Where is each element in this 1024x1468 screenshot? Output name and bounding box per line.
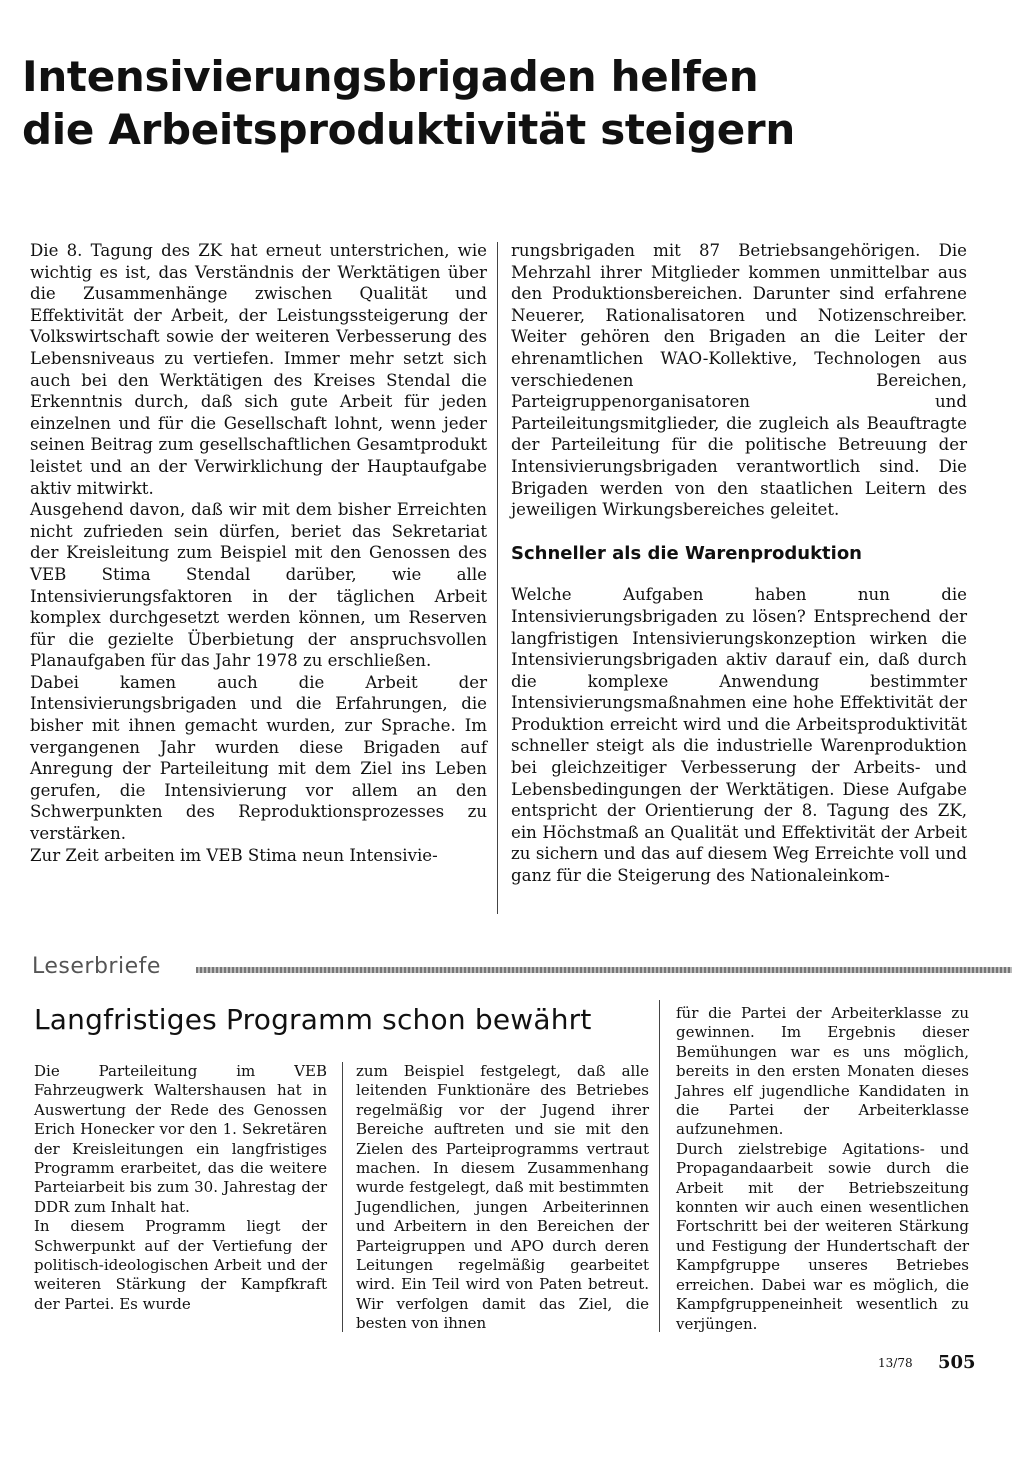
- paragraph: Dabei kamen auch die Arbeit der Intensivierungsbrigaden und die Erfahrungen, die bisher mit ihnen gemacht wurden, zur Sprache. Im vergangenen Jahr wurden diese Brigaden auf Anregung der Parteileitung mit dem Ziel ins Leben gerufen, die Intensivierung vor allem an den Schwerpunkten des Reproduktionsprozesses zu verstärken.: [30, 672, 487, 844]
- article2-column-1: [34, 1062, 327, 1314]
- paragraph: Die Parteileitung im VEB Fahrzeugwerk Waltershausen hat in Auswertung der Rede des Genossen Erich Honecker vor den 1. Sekretären der Kreisleitungen ein langfristiges Programm erarbeitet, das die weitere Parteiarbeit bis zum 30. Jahrestag der DDR zum Inhalt hat.: [34, 1062, 327, 1216]
- paragraph: Die 8. Tagung des ZK hat erneut unterstrichen, wie wichtig es ist, das Verständnis der Werktätigen über die Zusammenhänge zwischen Qualität und Effektivität der Arbeit, der Leistungssteigerung der Volkswirtschaft sowie der weiteren Verbesserung des Lebensniveaus zu vertiefen. Immer mehr setzt sich auch bei den Werktätigen des Kreises Stendal die Erkenntnis durch, daß sich gute Arbeit für jeden einzelnen und für die Gesellschaft lohnt, wenn jeder seinen Beitrag zum gesellschaftlichen Gesamtprodukt leistet und an der Verwirklichung der Hauptaufgabe aktiv mitwirkt.: [30, 241, 487, 498]
- article2-title: Langfristiges Programm schon bewährt: [34, 1003, 592, 1036]
- paragraph: für die Partei der Arbeiterklasse zu gewinnen. Im Ergebnis dieser Bemühungen war es uns möglich, bereits in den ersten Monaten dieses Jahres elf jugendliche Kandidaten in die Partei der Arbeiterklasse aufzunehmen.: [676, 1004, 969, 1139]
- paragraph: In diesem Programm liegt der Schwerpunkt auf der Vertiefung der politisch-ideologischen Arbeit und der weiteren Stärkung der Kampfkraft der Partei. Es wurde: [34, 1217, 327, 1313]
- paragraph: Ausgehend davon, daß wir mit dem bisher Erreichten nicht zufrieden sein dürfen, beriet das Sekretariat der Kreisleitung zum Beispiel mit den Genossen des VEB Stima Stendal darüber, wie alle Intensivierungsfaktoren in der täglichen Arbeit komplex durchgesetzt werden können, um Reserven für die gezielte Überbietung der anspruchsvollen Planaufgaben für das Jahr 1978 zu erschließen.: [30, 500, 487, 671]
- paragraph: rungsbrigaden mit 87 Betriebsangehörigen. Die Mehrzahl ihrer Mitglieder kommen unmittelbar aus den Produktionsbereichen. Darunter sind erfahrene Neuerer, Rationalisatoren und Notizenschreiber. Weiter gehören den Brigaden an die Leiter der ehrenamtlichen WAO-Kollektive, Technologen aus verschiedenen Bereichen, Parteigruppenorganisatoren und Parteileitungsmitglieder, die zugleich als Beauftragte der Parteileitung für die politische Betreuung der Intensivierungsbrigaden verantwortlich sind. Die Brigaden werden von den staatlichen Leitern des jeweiligen Wirkungsbereiches geleitet.: [511, 241, 967, 520]
- subheading: Schneller als die Warenproduktion: [511, 542, 862, 564]
- issue-number: 13/78: [878, 1356, 913, 1370]
- paragraph: Welche Aufgaben haben nun die Intensivierungsbrigaden zu lösen? Entsprechend der langfristigen Intensivierungskonzeption wirken die Intensivierungsbrigaden aktiv darauf ein, daß durch die komplexe Anwendung bestimmter Intensivierungsmaßnahmen eine hohe Effektivität der Produktion erreicht wird und die Arbeitsproduktivität schneller steigt als die industrielle Warenproduktion bei gleichzeitiger Verbesserung der Arbeits- und Lebensbedingungen der Werktätigen. Diese Aufgabe entspricht der Orientierung der 8. Tagung des ZK, ein Höchstmaß an Qualität und Effektivität der Arbeit zu sichern und das auf diesem Weg Erreichte voll und ganz für die Steigerung des Nationaleinkom-: [511, 585, 967, 886]
- article2-column-2: [356, 1062, 649, 1334]
- section-label: Leserbriefe: [32, 954, 161, 979]
- column-divider: [659, 1000, 660, 1332]
- page-number: 505: [938, 1352, 976, 1373]
- headline-line-2: die Arbeitsproduktivität steigern: [22, 105, 795, 154]
- paragraph: Zur Zeit arbeiten im VEB Stima neun Intensivie-: [30, 845, 438, 865]
- paragraph: zum Beispiel festgelegt, daß alle leitenden Funktionäre des Betriebes regelmäßig vor der Jugend ihrer Bereiche auftreten und sie mit den Zielen des Parteiprogramms vertraut machen. In diesem Zusammenhang wurde festgelegt, daß mit bestimmten Jugendlichen, jungen Arbeiterinnen und Arbeitern in den Bereichen der Parteigruppen und APO durch deren Leitungen regelmäßig gearbeitet wird. Ein Teil wird von Paten betreut. Wir verfolgen damit das Ziel, die besten von ihnen: [356, 1062, 649, 1333]
- article1-left-column: [30, 240, 487, 866]
- column-divider: [342, 1062, 343, 1332]
- paragraph: Durch zielstrebige Agitations- und Propagandaarbeit sowie durch die Arbeit mit der Betriebszeitung konnten wir auch einen wesentlichen Fortschritt bei der weiteren Stärkung und Festigung der Hundertschaft der Kampfgruppe unseres Betriebes erreichen. Dabei war es möglich, die Kampfgruppeneinheit wesentlich zu verjüngen.: [676, 1139, 969, 1333]
- headline-line-1: Intensivierungsbrigaden helfen: [22, 52, 759, 101]
- article2-column-3: [676, 1004, 969, 1334]
- article-headline: [22, 50, 1002, 156]
- article1-right-column: [511, 240, 967, 887]
- section-divider: [196, 967, 1012, 973]
- column-divider: [497, 242, 498, 914]
